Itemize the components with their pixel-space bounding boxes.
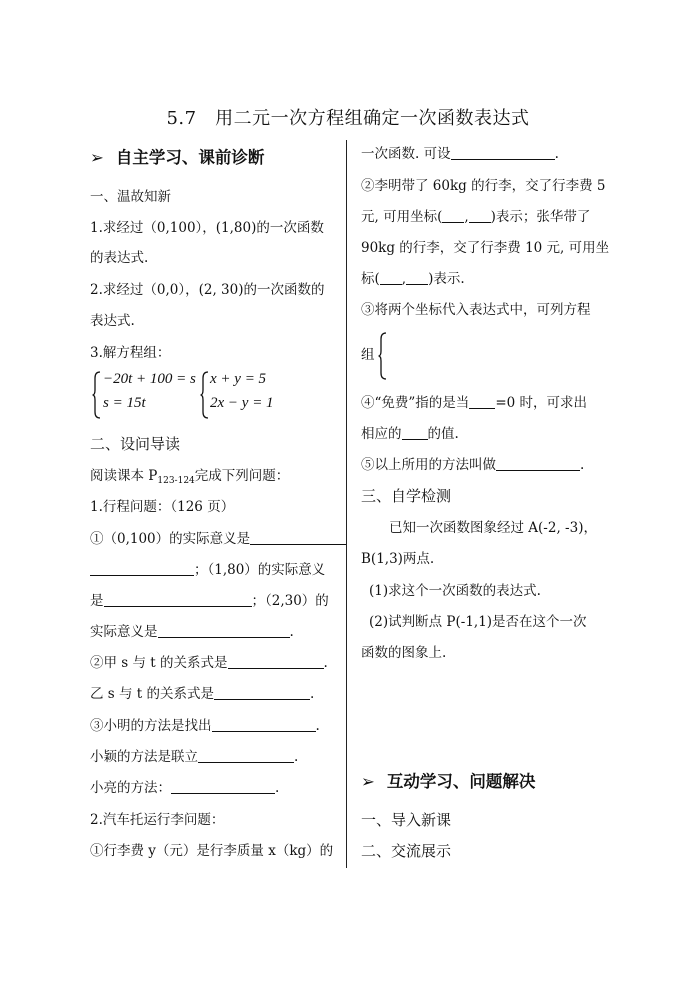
system-2-eq-1: x + y = 5 [210, 371, 267, 387]
self-check-line2: B(1,3)两点. [361, 551, 435, 567]
reading-instruction: 阅读课本 $P_{123-124}$完成下列问题： [90, 468, 290, 486]
answer-blank[interactable] [198, 748, 294, 763]
question-2-line1: 2.求经过（0,0），(2, 30)的一次函数的 [90, 282, 325, 298]
answer-blank[interactable] [212, 717, 316, 732]
subheading-self-check: 三、自学检测 [361, 487, 452, 505]
travel-q2-line2: 乙 s 与 t 的关系式是 . [90, 686, 315, 702]
luggage-q2-line4: 标( , )表示. [361, 271, 465, 287]
subheading-guided-questions: 二、设问导读 [90, 435, 181, 453]
answer-blank[interactable] [171, 779, 275, 794]
travel-q1-line4: 实际意义是 . [90, 624, 294, 640]
self-check-q2-line2: 函数的图象上. [361, 645, 447, 661]
answer-blank[interactable] [402, 425, 428, 440]
left-brace-icon [378, 332, 388, 380]
answer-blank[interactable] [90, 561, 194, 576]
system-2-eq-2: 2x − y = 1 [210, 395, 274, 411]
equation-system-1 [92, 369, 202, 419]
system-1-eq-1: −20t + 100 = s [103, 371, 196, 387]
question-2-line2: 表达式. [90, 313, 135, 329]
section-heading-2: ➢ 互动学习、问题解决 [361, 772, 536, 791]
answer-blank[interactable] [442, 208, 464, 223]
luggage-q1-line1: ①行李费 y（元）是行李质量 x（kg）的 [90, 843, 334, 859]
self-check-q2-line1: (2)试判断点 P(-1,1)是否在这个一次 [369, 614, 587, 630]
travel-q1-line1: ①（0,100）的实际意义是 [90, 529, 346, 549]
subheading-intro: 一、导入新课 [361, 811, 452, 829]
answer-blank[interactable] [380, 270, 402, 285]
luggage-q2-line1: ②李明带了 60kg 的行李，交了行李费 5 [361, 178, 606, 194]
arrow-bullet-icon: ➢ [361, 772, 375, 791]
page-title: 5.7 用二元一次方程组确定一次函数表达式 [166, 108, 530, 129]
travel-q1-line3: 是 ；（2,30）的 [90, 593, 329, 609]
arrow-bullet-icon: ➢ [90, 148, 104, 167]
subheading-exchange: 二、交流展示 [361, 842, 452, 860]
answer-blank[interactable] [469, 394, 495, 409]
travel-q1-line2: ；（1,80）的实际意义 [90, 560, 325, 580]
answer-blank[interactable] [228, 654, 324, 669]
answer-blank[interactable] [214, 685, 310, 700]
question-1-line2: 的表达式. [90, 250, 149, 266]
luggage-q5: ⑤以上所用的方法叫做 . [361, 457, 585, 473]
answer-blank[interactable] [496, 456, 580, 471]
section-heading-1: ➢ 自主学习、课前诊断 [90, 148, 265, 167]
answer-blank[interactable] [104, 592, 252, 607]
travel-q3-line3: 小亮的方法： . [90, 780, 280, 796]
answer-blank[interactable] [469, 208, 491, 223]
answer-blank[interactable] [158, 623, 290, 638]
left-brace-icon [200, 371, 210, 419]
travel-q2-line1: ②甲 s 与 t 的关系式是 . [90, 655, 328, 671]
question-3: 3.解方程组： [90, 345, 171, 361]
equation-system-2 [200, 369, 300, 419]
answer-blank[interactable] [250, 530, 346, 545]
answer-blank[interactable] [406, 270, 428, 285]
travel-problem-title: 1.行程问题：（126 页） [90, 499, 235, 515]
luggage-q3-line1: ③将两个坐标代入表达式中，可列方程 [361, 302, 591, 318]
left-brace-icon [92, 371, 102, 419]
self-check-line1: 已知一次函数图象经过 A(-2, -3)， [389, 520, 597, 536]
system-1-eq-2: s = 15t [103, 395, 146, 411]
travel-q3-line2: 小颖的方法是联立 . [90, 749, 299, 765]
subheading-review: 一、温故知新 [90, 189, 171, 205]
answer-blank[interactable] [451, 145, 555, 160]
travel-q3-line1: ③小明的方法是找出 . [90, 718, 320, 734]
luggage-q2-line3: 90kg 的行李，交了行李费 10 元, 可用坐 [361, 240, 610, 256]
question-1-line1: 1.求经过（0,100），(1,80)的一次函数 [90, 220, 324, 236]
luggage-q2-line2: 元, 可用坐标( , )表示；张华带了 [361, 209, 591, 225]
column-divider [346, 140, 347, 868]
luggage-q4-line2: 相应的 的值. [361, 426, 459, 442]
luggage-q3-line2: 组 [361, 347, 375, 363]
luggage-q1-line2: 一次函数. 可设 . [361, 146, 559, 162]
luggage-q4-line1: ④“免费”指的是当 =0 时，可求出 [361, 395, 588, 411]
self-check-q1: (1)求这个一次函数的表达式. [369, 583, 541, 599]
luggage-problem-title: 2.汽车托运行李问题： [90, 812, 225, 828]
